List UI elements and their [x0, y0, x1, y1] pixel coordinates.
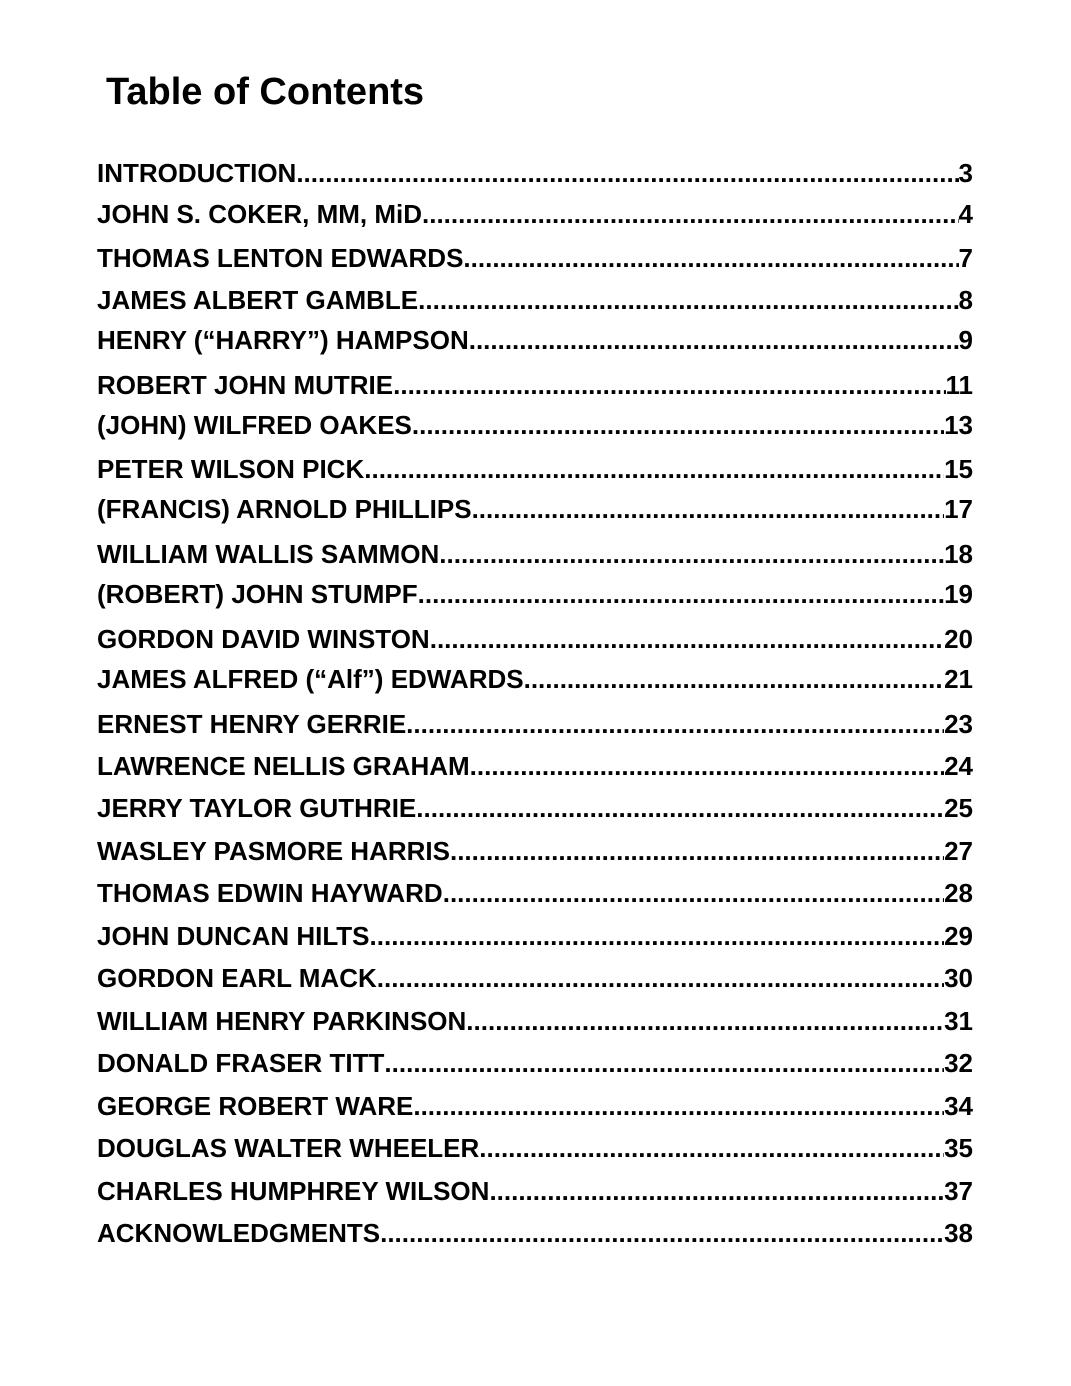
toc-entry-title: GEORGE ROBERT WARE: [97, 1091, 414, 1121]
toc-dot-leader: [422, 196, 959, 232]
toc-entry-page: 13: [944, 410, 973, 440]
toc-dot-leader: [418, 282, 958, 318]
toc-entry-page: 30: [944, 963, 973, 993]
toc-entry-page: 17: [944, 494, 973, 524]
toc-entry-title: JOHN S. COKER, MM, MiD: [97, 199, 423, 229]
toc-entry: [97, 706, 973, 742]
toc-entry: [97, 790, 973, 826]
toc-entry-title: HENRY (“HARRY”) HAMPSON: [97, 325, 469, 355]
toc-dot-leader: [450, 833, 944, 869]
toc-dot-leader: [406, 706, 944, 742]
toc-entry-title: ACKNOWLEDGMENTS: [97, 1218, 381, 1248]
toc-entry-page: 29: [944, 921, 973, 951]
toc-entry-title: ROBERT JOHN MUTRIE: [97, 370, 394, 400]
toc-entry-title: DOUGLAS WALTER WHEELER: [97, 1133, 480, 1163]
toc-dot-leader: [479, 1130, 944, 1166]
toc-entry-page: 4: [958, 199, 973, 229]
toc-dot-leader: [377, 960, 944, 996]
toc-entry: [97, 322, 973, 358]
toc-entry-page: 37: [944, 1176, 973, 1206]
toc-entry-title: GORDON EARL MACK: [97, 963, 377, 993]
toc-entry: [97, 282, 973, 318]
toc-entry: [97, 875, 973, 911]
toc-dot-leader: [370, 918, 945, 954]
toc-entry: [97, 491, 973, 527]
toc-entry: [97, 196, 973, 232]
toc-entry-page: 34: [944, 1091, 973, 1121]
toc-entry: [97, 661, 973, 697]
toc-dot-leader: [466, 1003, 944, 1039]
toc-entry-page: 19: [944, 579, 973, 609]
toc-entry: [97, 451, 973, 487]
toc-entry: [97, 918, 973, 954]
toc-entry-page: 18: [944, 539, 973, 569]
toc-entry-page: 21: [944, 664, 973, 694]
toc-entry-title: THOMAS EDWIN HAYWARD: [97, 878, 443, 908]
toc-dot-leader: [380, 1215, 944, 1251]
toc-entry-page: 31: [944, 1006, 973, 1036]
toc-entry: [97, 536, 973, 572]
toc-entry: [97, 833, 973, 869]
toc-entry-page: 35: [944, 1133, 973, 1163]
toc-dot-leader: [463, 240, 958, 276]
toc-entry-title: (ROBERT) JOHN STUMPF: [97, 579, 418, 609]
toc-dot-leader: [412, 407, 944, 443]
toc-dot-leader: [393, 367, 945, 403]
toc-dot-leader: [384, 1045, 944, 1081]
toc-entry-title: DONALD FRASER TITT: [97, 1048, 385, 1078]
toc-entry-page: 24: [944, 751, 973, 781]
toc-entry-page: 3: [958, 158, 973, 188]
toc-entry-page: 15: [944, 454, 973, 484]
toc-entry: [97, 367, 973, 403]
toc-dot-leader: [413, 1088, 944, 1124]
toc-entry-title: WASLEY PASMORE HARRIS: [97, 836, 450, 866]
toc-dot-leader: [472, 491, 945, 527]
toc-entry-page: 32: [944, 1048, 973, 1078]
toc-entry-page: 8: [958, 285, 973, 315]
toc-entry: [97, 407, 973, 443]
toc-dot-leader: [439, 536, 944, 572]
toc-entry: [97, 1215, 973, 1251]
toc-entry-page: 9: [958, 325, 973, 355]
toc-entry: [97, 1003, 973, 1039]
toc-entry-title: ERNEST HENRY GERRIE: [97, 709, 407, 739]
toc-entry-page: 27: [944, 836, 973, 866]
toc-entry-title: JAMES ALBERT GAMBLE: [97, 285, 419, 315]
toc-entry: [97, 1045, 973, 1081]
toc-entry-title: THOMAS LENTON EDWARDS: [97, 243, 464, 273]
toc-entry: [97, 1173, 973, 1209]
toc-entry-page: 28: [944, 878, 973, 908]
toc-entry-title: GORDON DAVID WINSTON: [97, 624, 430, 654]
toc-entry-title: INTRODUCTION: [97, 158, 297, 188]
toc-dot-leader: [364, 451, 944, 487]
toc-dot-leader: [489, 1173, 944, 1209]
toc-entry-title: JERRY TAYLOR GUTHRIE: [97, 793, 417, 823]
toc-entry-title: CHARLES HUMPHREY WILSON: [97, 1176, 490, 1206]
toc-entry-page: 7: [958, 243, 973, 273]
toc-entry-title: JAMES ALFRED (“Alf”) EDWARDS: [97, 664, 524, 694]
toc-entry: [97, 240, 973, 276]
toc-entry-title: LAWRENCE NELLIS GRAHAM: [97, 751, 470, 781]
toc-dot-leader: [296, 155, 958, 191]
toc-entry-title: JOHN DUNCAN HILTS: [97, 921, 370, 951]
toc-dot-leader: [524, 661, 944, 697]
toc-entry-title: (JOHN) WILFRED OAKES: [97, 410, 412, 440]
toc-entry-page: 38: [944, 1218, 973, 1248]
toc-entry: [97, 1088, 973, 1124]
toc-entry-title: PETER WILSON PICK: [97, 454, 365, 484]
page-title: Table of Contents: [106, 71, 425, 113]
toc-entry-page: 23: [944, 709, 973, 739]
toc-dot-leader: [469, 322, 959, 358]
toc-dot-leader: [418, 576, 944, 612]
toc-dot-leader: [470, 748, 944, 784]
toc-entry: [97, 748, 973, 784]
toc-entry-page: 25: [944, 793, 973, 823]
toc-dot-leader: [430, 621, 944, 657]
toc-entry-page: 11: [945, 370, 973, 400]
toc-dot-leader: [443, 875, 944, 911]
toc-entry-title: WILLIAM WALLIS SAMMON: [97, 539, 440, 569]
toc-entry: [97, 155, 973, 191]
toc-dot-leader: [416, 790, 944, 826]
toc-entry: [97, 621, 973, 657]
toc-entry-page: 20: [944, 624, 973, 654]
toc-entry: [97, 960, 973, 996]
toc-entry: [97, 1130, 973, 1166]
toc-entry: [97, 576, 973, 612]
toc-entry-title: WILLIAM HENRY PARKINSON: [97, 1006, 467, 1036]
toc-entry-title: (FRANCIS) ARNOLD PHILLIPS: [97, 494, 472, 524]
